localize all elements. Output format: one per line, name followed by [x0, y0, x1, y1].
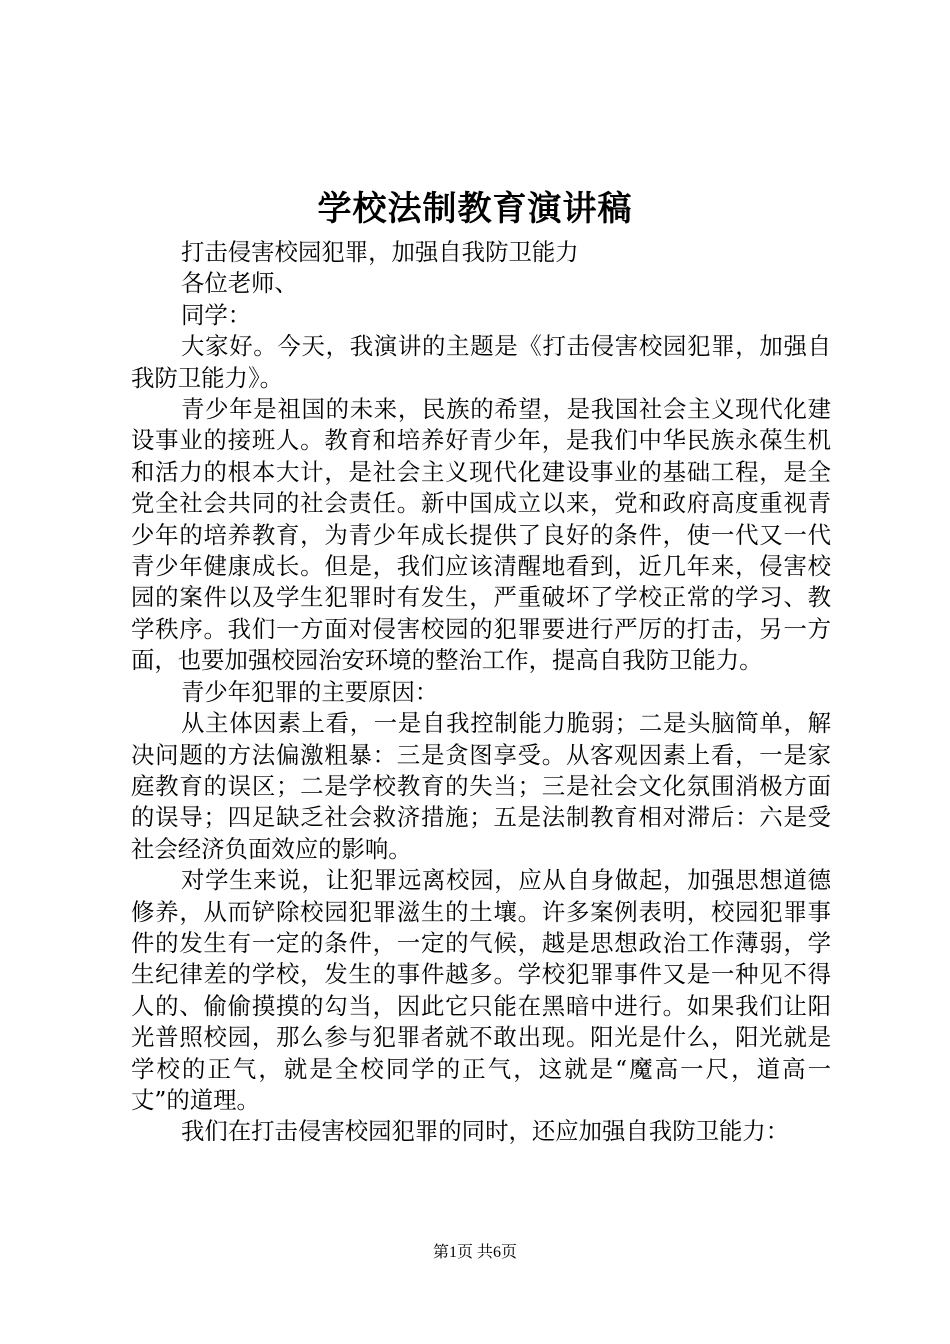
paragraph-self-defense: 我们在打击侵害校园犯罪的同时，还应加强自我防卫能力： — [181, 1117, 790, 1146]
paragraph-causes: 从主体因素上看，一是自我控制能力脆弱；二是头脑简单，解决问题的方法偏激粗暴：三是贪图享受。从客观因素上看，一是家庭教育的误区；二是学校教育的失当；三是社会文化氛围消极方面的误导；四足缺乏社会救济措施；五是法制教育相对滞后：六是受社会经济负面效应的影响。 — [131, 709, 831, 863]
document-body — [131, 237, 831, 1148]
paragraph-youth-future: 青少年是祖国的未来，民族的希望，是我国社会主义现代化建设事业的接班人。教育和培养好青少年，是我们中华民族永葆生机和活力的根本大计，是社会主义现代化建设事业的基础工程，是全党全社会共同的社会责任。新中国成立以来，党和政府高度重视青少年的培养教育，为青少年成长提供了良好的条件，使一代又一代青少年健康成长。但是，我们应该清醒地看到，近几年来，侵害校园的案件以及学生犯罪时有发生，严重破坏了学校正常的学习、教学秩序。我们一方面对侵害校园的犯罪要进行严厉的打击，另一方面，也要加强校园治安环境的整治工作，提高自我防卫能力。 — [131, 395, 831, 675]
document-title: 学校法制教育演讲稿 — [317, 189, 633, 229]
paragraph-greeting: 大家好。今天，我演讲的主题是《打击侵害校园犯罪，加强自我防卫能力》。 — [131, 332, 831, 392]
subtitle-line: 打击侵害校园犯罪，加强自我防卫能力 — [181, 238, 579, 266]
paragraph-causes-heading: 青少年犯罪的主要原因： — [181, 677, 439, 706]
salutation-students: 同学： — [181, 300, 252, 329]
salutation-teachers: 各位老师、 — [181, 269, 298, 298]
page-number-footer: 第1页 共6页 — [432, 1244, 517, 1261]
paragraph-students-role: 对学生来说，让犯罪远离校园，应从自身做起，加强思想道德修养，从而铲除校园犯罪滋生的土壤。许多案例表明，校园犯罪事件的发生有一定的条件，一定的气候，越是思想政治工作薄弱，学生纪律差的学校，发生的事件越多。学校犯罪事件又是一种见不得人的、偷偷摸摸的勾当，因此它只能在黑暗中进行。如果我们让阳光普照校园，那么参与犯罪者就不敢出现。阳光是什么，阳光就是学校的正气，就是全校同学的正气，这就是“魔高一尺，道高一丈”的道理。 — [131, 866, 831, 1114]
